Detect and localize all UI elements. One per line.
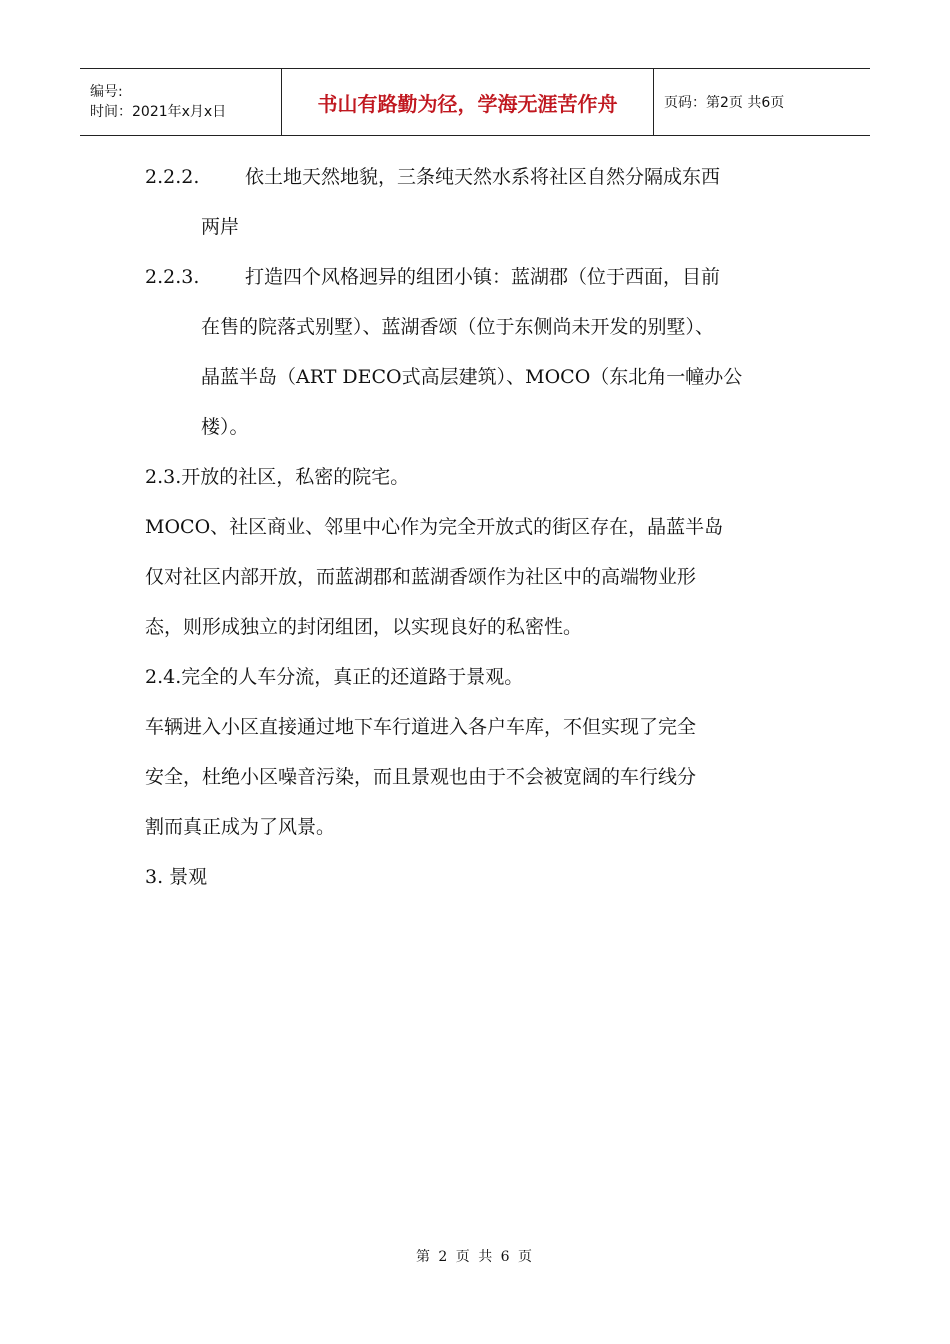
- section-text: 依土地天然地貌，三条纯天然水系将社区自然分隔成东西: [245, 166, 721, 188]
- paragraph-line: 仅对社区内部开放，而蓝湖郡和蓝湖香颂作为社区中的高端物业形: [145, 566, 697, 588]
- section-number: 2.2.3.: [145, 266, 200, 288]
- section-2-2-3: [145, 252, 835, 302]
- section-text-continued: 晶蓝半岛（ART DECO式高层建筑）、MOCO（东北角一幢办公: [201, 366, 743, 388]
- header-meta: [80, 69, 282, 135]
- document-number-label: 编号:: [90, 84, 123, 100]
- header-motto: [282, 69, 654, 135]
- section-heading-2-4: 2.4.完全的人车分流，真正的还道路于景观。: [145, 666, 524, 688]
- document-header: [80, 68, 870, 136]
- section-text: 打造四个风格迥异的组团小镇：蓝湖郡（位于西面，目前: [245, 266, 721, 288]
- header-page-number: [654, 69, 870, 135]
- paragraph-line: 态，则形成独立的封闭组团，以实现良好的私密性。: [145, 616, 583, 638]
- paragraph-line: 车辆进入小区直接通过地下车行道进入各户车库，不但实现了完全: [145, 716, 697, 738]
- document-date: 时间：2021年x月x日: [90, 104, 227, 120]
- page-indicator: 页码：第2页 共6页: [664, 95, 785, 111]
- section-number: 2.2.2.: [145, 166, 200, 188]
- section-heading-2-3: 2.3.开放的社区，私密的院宅。: [145, 466, 410, 488]
- section-text-continued: 楼）。: [201, 416, 249, 438]
- paragraph-line: 割而真正成为了风景。: [145, 816, 336, 838]
- section-text-continued: 两岸: [201, 216, 240, 238]
- document-body: [145, 152, 835, 902]
- page-footer: 第 2 页 共 6 页: [415, 1249, 535, 1265]
- paragraph-line: 安全，杜绝小区噪音污染，而且景观也由于不会被宽阔的车行线分: [145, 766, 697, 788]
- section-2-2-2: [145, 152, 835, 202]
- section-text-continued: 在售的院落式别墅）、蓝湖香颂（位于东侧尚未开发的别墅）、: [201, 316, 715, 338]
- paragraph-line: MOCO、社区商业、邻里中心作为完全开放式的街区存在，晶蓝半岛: [145, 516, 724, 538]
- section-heading-3: 3. 景观: [145, 866, 208, 888]
- motto-text: 书山有路勤为径，学海无涯苦作舟: [317, 91, 618, 116]
